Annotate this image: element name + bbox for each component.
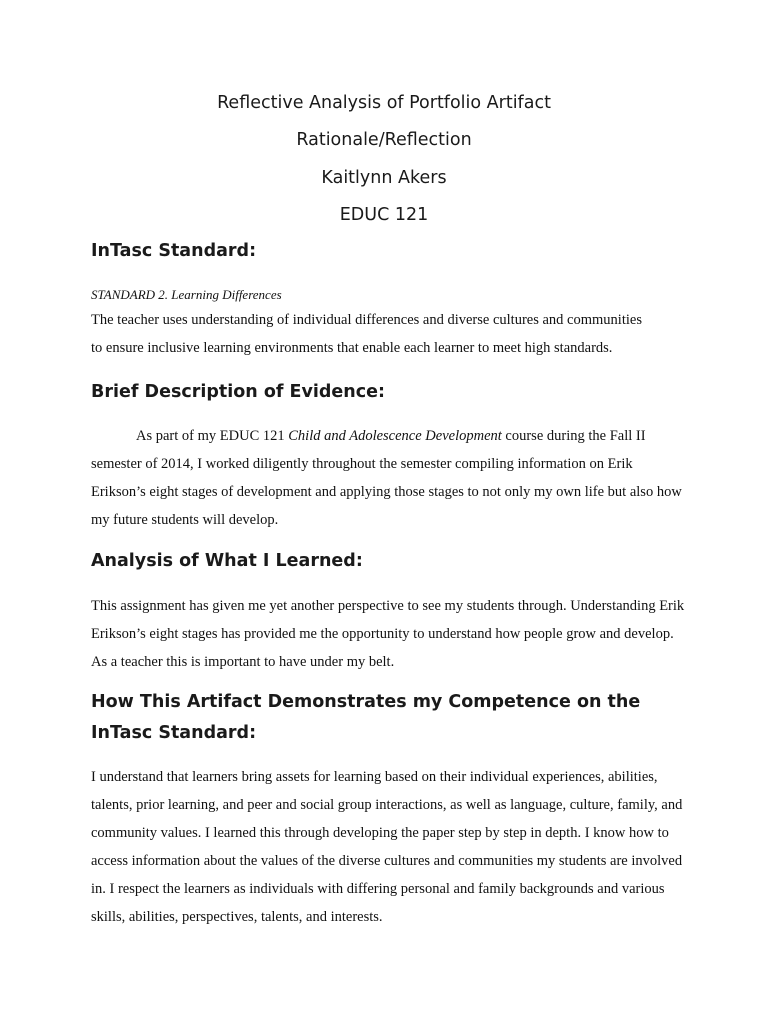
analysis-heading: Analysis of What I Learned: xyxy=(91,551,363,571)
standard-text-line-1: The teacher uses understanding of individual differences and diverse cultures and communities xyxy=(91,312,642,328)
standard-text-line-2: to ensure inclusive learning environments that enable each learner to meet high standards. xyxy=(91,340,613,356)
competence-heading: How This Artifact Demonstrates my Competence on the InTasc Standard: xyxy=(91,692,641,743)
document-title: Reflective Analysis of Portfolio Artifact xyxy=(217,93,551,113)
standard-label: STANDARD 2. Learning Differences xyxy=(91,287,282,302)
description-text-after: course during the Fall II semester of 2014, I worked diligently throughout the semester compiling information on Erik Erikson’s eight stages of development and applying those stages to not only my own life but also how my future students will develop. xyxy=(91,428,682,528)
course-title: Child and Adolescence Development xyxy=(288,428,502,444)
description-text-before: As part of my EDUC 121 xyxy=(136,428,289,444)
description-paragraph xyxy=(91,422,691,534)
author-name: Kaitlynn Akers xyxy=(321,168,447,188)
document-subtitle: Rationale/Reflection xyxy=(296,130,472,150)
competence-paragraph: I understand that learners bring assets for learning based on their individual experiences, abilities, talents, prior learning, and peer and social group interactions, as well as language, culture, family, and community values. I learned this through developing the paper step by step in depth. I know how to access information about the values of the diverse cultures and communities my students are involved in. I respect the learners as individuals with differing personal and family backgrounds and various skills, abilities, perspectives, talents, and interests. xyxy=(91,769,683,925)
analysis-paragraph: This assignment has given me yet another perspective to see my students through. Understanding Erik Erikson’s eight stages has provided me the opportunity to understand how people grow and develop. As a teacher this is important to have under my belt. xyxy=(91,598,685,670)
course-code: EDUC 121 xyxy=(339,205,429,225)
description-heading: Brief Description of Evidence: xyxy=(91,382,386,402)
intasc-heading: InTasc Standard: xyxy=(91,241,257,261)
